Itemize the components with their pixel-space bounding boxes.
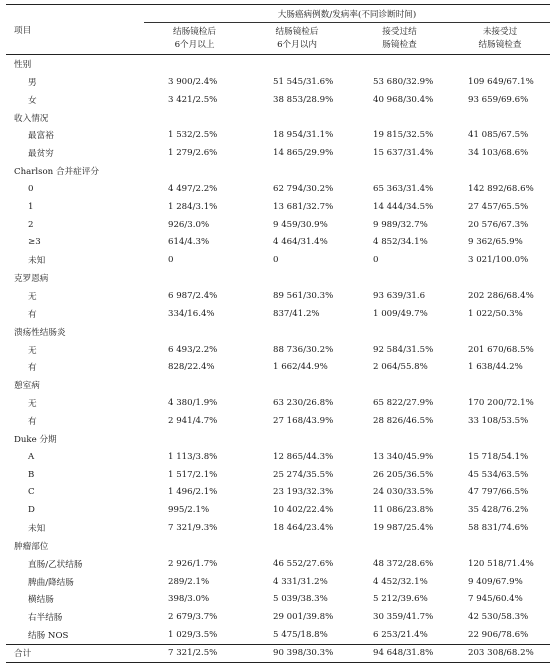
- value-cell: 47 797/66.5%: [468, 487, 529, 498]
- value-cell: 109 649/67.1%: [468, 76, 534, 87]
- row-label: 2: [28, 219, 34, 230]
- value-cell: 13 681/32.7%: [273, 201, 334, 212]
- value-cell: 62 794/30.2%: [273, 184, 334, 195]
- value-cell: 142 892/68.6%: [468, 184, 534, 195]
- value-cell: 1 009/49.7%: [373, 308, 428, 319]
- empty-cell: [450, 323, 550, 341]
- value-cell: 22 906/78.6%: [468, 630, 529, 641]
- value-cell: 9 989/32.7%: [373, 219, 428, 230]
- value-cell: 13 340/45.9%: [373, 451, 434, 462]
- table-row: [6, 466, 550, 484]
- table-body: [6, 55, 550, 663]
- empty-cell: [349, 55, 450, 74]
- value-cell: 1 279/2.6%: [168, 148, 218, 159]
- section-row: [6, 537, 550, 555]
- table-row: [6, 519, 550, 537]
- group-header: 大肠癌病例数/发病率(不同诊断时间): [144, 5, 550, 23]
- table-row: [6, 626, 550, 644]
- section-row: [6, 430, 550, 448]
- value-cell: 20 576/67.3%: [468, 219, 529, 230]
- empty-cell: [144, 537, 245, 555]
- empty-cell: [450, 269, 550, 287]
- table-row: [6, 73, 550, 91]
- table-row: [6, 573, 550, 591]
- value-cell: 93 659/69.6%: [468, 94, 529, 105]
- row-label: 最富裕: [28, 131, 54, 142]
- section-row: [6, 55, 550, 74]
- total-value-cell: 90 398/30.3%: [273, 648, 334, 659]
- value-cell: 40 968/30.4%: [373, 94, 434, 105]
- value-cell: 11 086/23.8%: [373, 505, 434, 516]
- row-label: 0: [28, 184, 34, 195]
- section-label: 憩室病: [14, 381, 40, 392]
- value-cell: 19 815/32.5%: [373, 130, 434, 141]
- value-cell: 4 852/34.1%: [373, 237, 428, 248]
- empty-cell: [144, 269, 245, 287]
- value-cell: 41 085/67.5%: [468, 130, 529, 141]
- value-cell: 89 561/30.3%: [273, 291, 334, 302]
- value-cell: 4 380/1.9%: [168, 398, 218, 409]
- empty-cell: [450, 430, 550, 448]
- value-cell: 34 103/68.6%: [468, 148, 529, 159]
- table-row: [6, 591, 550, 609]
- value-cell: 6 493/2.2%: [168, 344, 218, 355]
- row-label: 无: [28, 292, 37, 303]
- table-row: [6, 91, 550, 109]
- value-cell: 19 987/25.4%: [373, 523, 434, 534]
- row-label: 女: [28, 95, 37, 106]
- value-cell: 5 039/38.3%: [273, 594, 328, 605]
- section-row: [6, 162, 550, 180]
- value-cell: 24 030/33.5%: [373, 487, 434, 498]
- table-row: [6, 394, 550, 412]
- value-cell: 29 001/39.8%: [273, 612, 334, 623]
- value-cell: 23 193/32.3%: [273, 487, 334, 498]
- total-label: 合计: [14, 649, 32, 660]
- table-row: [6, 555, 550, 573]
- value-cell: 9 409/67.9%: [468, 576, 523, 587]
- value-cell: 92 584/31.5%: [373, 344, 434, 355]
- empty-cell: [349, 376, 450, 394]
- value-cell: 5 475/18.8%: [273, 630, 328, 641]
- column-header: 结肠镜检后 6个月以内: [275, 26, 319, 50]
- empty-cell: [450, 55, 550, 74]
- value-cell: 1 662/44.9%: [273, 362, 328, 373]
- table-row: [6, 180, 550, 198]
- value-cell: 45 534/63.5%: [468, 469, 529, 480]
- value-cell: 170 200/72.1%: [468, 398, 534, 409]
- value-cell: 1 496/2.1%: [168, 487, 218, 498]
- row-label: 脾曲/降结肠: [28, 577, 74, 588]
- value-cell: 614/4.3%: [168, 237, 210, 248]
- empty-cell: [144, 162, 245, 180]
- column-header: 结肠镜检后 6个月以上: [173, 26, 216, 50]
- section-row: [6, 269, 550, 287]
- section-label: 克罗恩病: [14, 274, 49, 285]
- value-cell: 88 736/30.2%: [273, 344, 334, 355]
- table-row: [6, 127, 550, 145]
- value-cell: 2 941/4.7%: [168, 416, 218, 427]
- table-row: [6, 234, 550, 252]
- row-label: 男: [28, 77, 37, 88]
- empty-cell: [349, 430, 450, 448]
- empty-cell: [245, 109, 349, 127]
- value-cell: 3 421/2.5%: [168, 94, 218, 105]
- value-cell: 7 321/9.3%: [168, 523, 218, 534]
- value-cell: 10 402/22.4%: [273, 505, 334, 516]
- value-cell: 27 168/43.9%: [273, 416, 334, 427]
- section-label: 溃疡性结肠炎: [14, 327, 66, 338]
- empty-cell: [144, 430, 245, 448]
- row-label: 未知: [28, 256, 46, 267]
- value-cell: 33 108/53.5%: [468, 416, 529, 427]
- value-cell: 4 497/2.2%: [168, 184, 218, 195]
- value-cell: 202 286/68.4%: [468, 291, 534, 302]
- table-row: [6, 216, 550, 234]
- empty-cell: [349, 323, 450, 341]
- empty-cell: [245, 269, 349, 287]
- table-row: [6, 501, 550, 519]
- value-cell: 65 822/27.9%: [373, 398, 434, 409]
- section-label: Duke 分期: [14, 434, 57, 445]
- row-label: C: [28, 487, 35, 498]
- table-row: [6, 412, 550, 430]
- value-cell: 1 532/2.5%: [168, 130, 218, 141]
- column-header: 未接受过 结肠镜检查: [478, 26, 522, 50]
- value-cell: 0: [373, 255, 379, 266]
- empty-cell: [144, 109, 245, 127]
- row-label: 横结肠: [28, 595, 54, 606]
- empty-cell: [144, 376, 245, 394]
- table-row: [6, 305, 550, 323]
- value-cell: 15 637/31.4%: [373, 148, 434, 159]
- value-cell: 27 457/65.5%: [468, 201, 529, 212]
- value-cell: 9 459/30.9%: [273, 219, 328, 230]
- value-cell: 1 638/44.2%: [468, 362, 523, 373]
- section-row: [6, 376, 550, 394]
- value-cell: 4 331/31.2%: [273, 576, 328, 587]
- empty-cell: [450, 537, 550, 555]
- table-row: [6, 359, 550, 377]
- section-label: 性别: [14, 60, 32, 70]
- value-cell: 5 212/39.6%: [373, 594, 428, 605]
- empty-cell: [450, 162, 550, 180]
- section-row: [6, 109, 550, 127]
- value-cell: 46 552/27.6%: [273, 558, 334, 569]
- value-cell: 3 021/100.0%: [468, 255, 529, 266]
- row-label: 直肠/乙状结肠: [28, 559, 83, 570]
- row-label: 右半结肠: [28, 613, 63, 624]
- value-cell: 93 639/31.6: [373, 291, 426, 302]
- value-cell: 7 945/60.4%: [468, 594, 523, 605]
- value-cell: 15 718/54.1%: [468, 451, 529, 462]
- value-cell: 63 230/26.8%: [273, 398, 334, 409]
- empty-cell: [349, 537, 450, 555]
- row-label: B: [28, 469, 35, 480]
- empty-cell: [349, 109, 450, 127]
- value-cell: 398/3.0%: [168, 594, 210, 605]
- empty-cell: [245, 162, 349, 180]
- value-cell: 42 530/58.3%: [468, 612, 529, 623]
- row-label: 无: [28, 399, 37, 410]
- empty-cell: [450, 376, 550, 394]
- total-row: [6, 644, 550, 662]
- section-row: [6, 323, 550, 341]
- value-cell: 58 831/74.6%: [468, 523, 529, 534]
- value-cell: 334/16.4%: [168, 308, 215, 319]
- value-cell: 1 113/3.8%: [168, 451, 218, 462]
- total-value-cell: 7 321/2.5%: [168, 648, 218, 659]
- table-row: [6, 341, 550, 359]
- value-cell: 837/41.2%: [273, 308, 320, 319]
- section-label: 肿瘤部位: [14, 541, 49, 552]
- empty-cell: [144, 55, 245, 74]
- value-cell: 12 865/44.3%: [273, 451, 334, 462]
- value-cell: 18 954/31.1%: [273, 130, 334, 141]
- value-cell: 26 205/36.5%: [373, 469, 434, 480]
- value-cell: 1 022/50.3%: [468, 308, 523, 319]
- value-cell: 2 064/55.8%: [373, 362, 428, 373]
- value-cell: 926/3.0%: [168, 219, 210, 230]
- empty-cell: [245, 430, 349, 448]
- table-row: [6, 144, 550, 162]
- value-cell: 6 253/21.4%: [373, 630, 428, 641]
- value-cell: 2 679/3.7%: [168, 612, 218, 623]
- row-label: 1: [28, 201, 34, 212]
- value-cell: 25 274/35.5%: [273, 469, 334, 480]
- value-cell: 4 452/32.1%: [373, 576, 428, 587]
- table-row: [6, 448, 550, 466]
- column-header: 接受过结 肠镜检查: [382, 26, 417, 50]
- row-label: ≥3: [28, 237, 41, 248]
- value-cell: 48 372/28.6%: [373, 558, 434, 569]
- value-cell: 30 359/41.7%: [373, 612, 434, 623]
- section-label: Charlson 合并症评分: [14, 167, 99, 178]
- value-cell: 51 545/31.6%: [273, 76, 334, 87]
- row-label: 有: [28, 363, 37, 374]
- value-cell: 2 926/1.7%: [168, 558, 218, 569]
- stub-header: 项目: [14, 25, 32, 36]
- value-cell: 3 900/2.4%: [168, 76, 218, 87]
- value-cell: 35 428/76.2%: [468, 505, 529, 516]
- value-cell: 14 865/29.9%: [273, 148, 334, 159]
- value-cell: 1 517/2.1%: [168, 469, 218, 480]
- total-value-cell: 203 308/68.2%: [468, 648, 534, 659]
- empty-cell: [245, 323, 349, 341]
- row-label: 有: [28, 309, 37, 320]
- empty-cell: [450, 109, 550, 127]
- total-value-cell: 94 648/31.8%: [373, 648, 434, 659]
- section-label: 收入情况: [14, 113, 49, 124]
- row-label: 未知: [28, 524, 46, 535]
- empty-cell: [349, 269, 450, 287]
- row-label: 无: [28, 345, 37, 356]
- table-row: [6, 287, 550, 305]
- value-cell: 4 464/31.4%: [273, 237, 328, 248]
- value-cell: 14 444/34.5%: [373, 201, 434, 212]
- value-cell: 0: [273, 255, 279, 266]
- value-cell: 995/2.1%: [168, 505, 210, 516]
- table-row: [6, 608, 550, 626]
- value-cell: 0: [168, 255, 174, 266]
- row-label: 有: [28, 417, 37, 428]
- value-cell: 289/2.1%: [168, 576, 210, 587]
- value-cell: 120 518/71.4%: [468, 558, 534, 569]
- value-cell: 6 987/2.4%: [168, 291, 218, 302]
- empty-cell: [245, 537, 349, 555]
- value-cell: 1 029/3.5%: [168, 630, 218, 641]
- empty-cell: [349, 162, 450, 180]
- row-label: A: [28, 451, 35, 462]
- table-row: [6, 198, 550, 216]
- row-label: D: [28, 505, 35, 516]
- empty-cell: [245, 376, 349, 394]
- incidence-table: [6, 4, 550, 663]
- empty-cell: [144, 323, 245, 341]
- row-label: 最贫穷: [28, 149, 54, 160]
- empty-cell: [245, 55, 349, 74]
- value-cell: 201 670/68.5%: [468, 344, 534, 355]
- value-cell: 1 284/3.1%: [168, 201, 218, 212]
- value-cell: 38 853/28.9%: [273, 94, 334, 105]
- value-cell: 53 680/32.9%: [373, 76, 434, 87]
- table-row: [6, 484, 550, 502]
- value-cell: 828/22.4%: [168, 362, 215, 373]
- row-label: 结肠 NOS: [28, 631, 69, 642]
- value-cell: 9 362/65.9%: [468, 237, 523, 248]
- table-row: [6, 251, 550, 269]
- value-cell: 28 826/46.5%: [373, 416, 434, 427]
- value-cell: 18 464/23.4%: [273, 523, 334, 534]
- value-cell: 65 363/31.4%: [373, 184, 434, 195]
